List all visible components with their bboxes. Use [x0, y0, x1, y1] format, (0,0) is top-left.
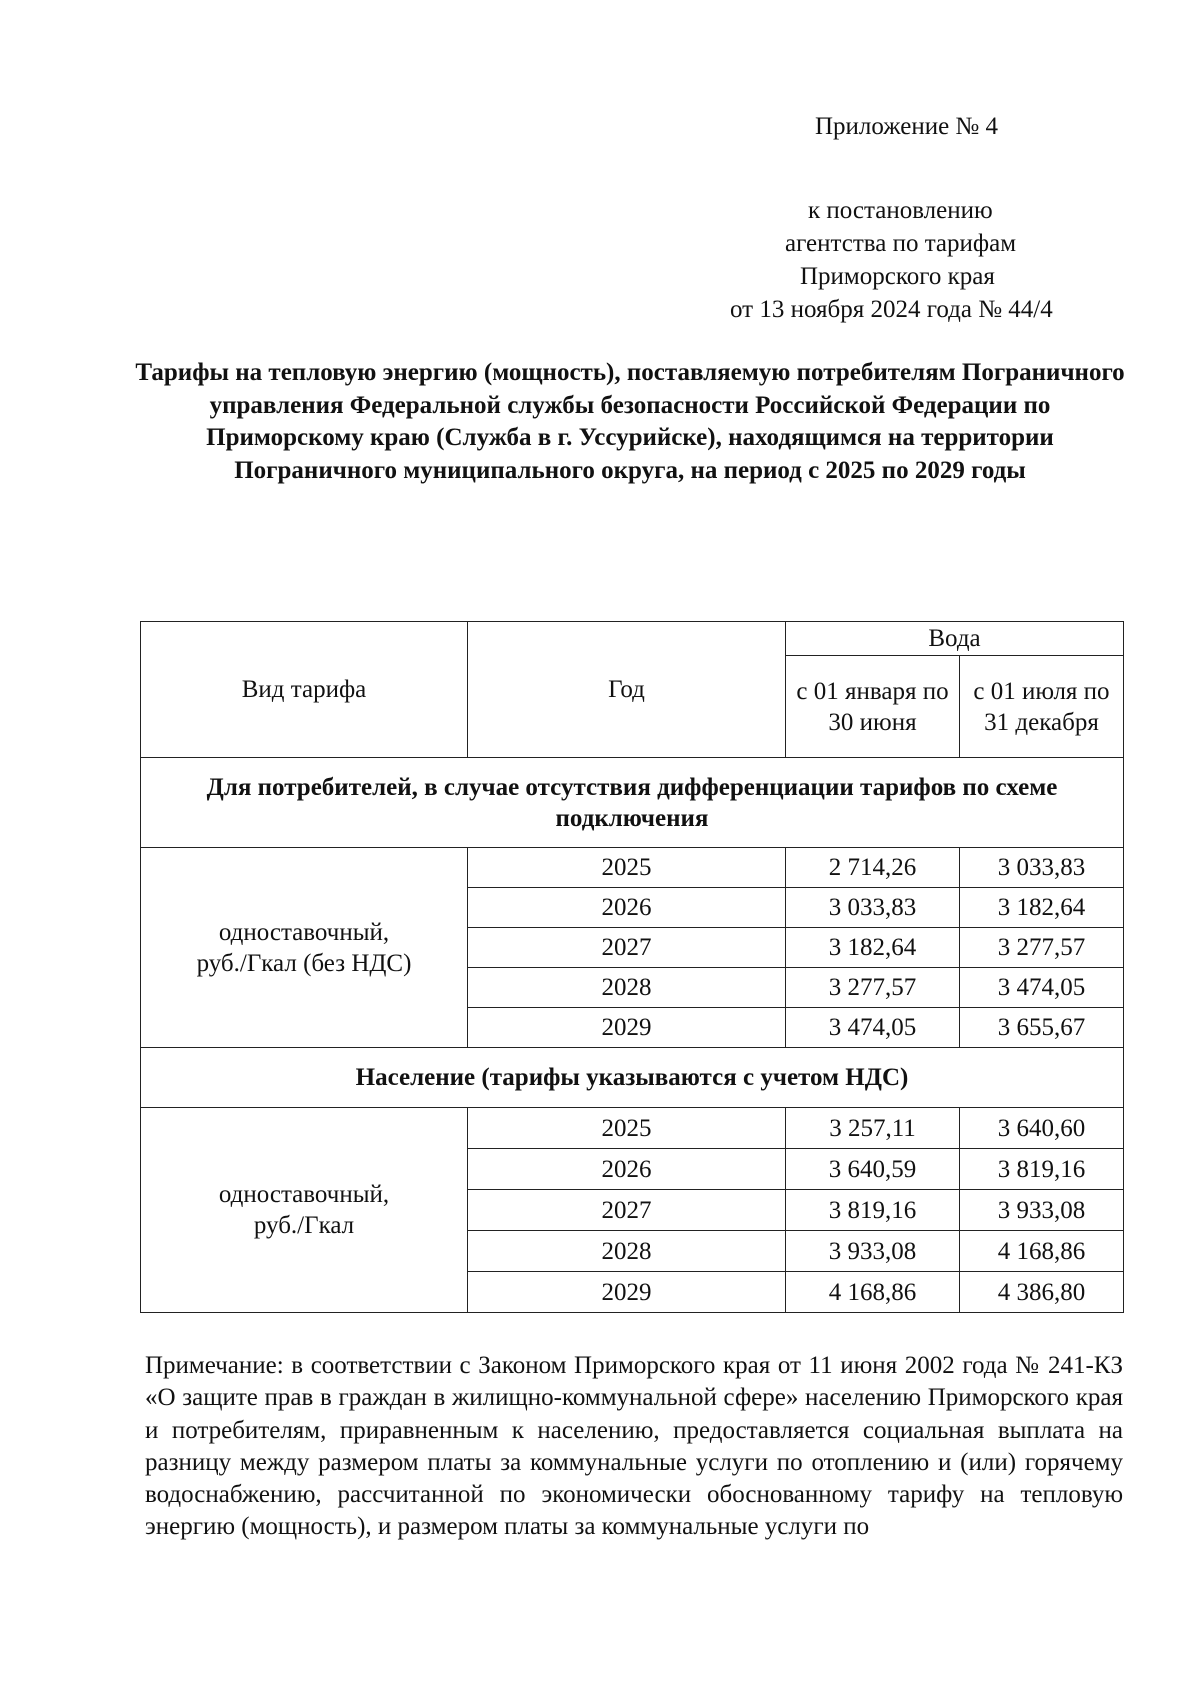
header-period-1: с 01 января по 30 июня	[786, 656, 960, 758]
table-row	[141, 1108, 1124, 1149]
value-h2: 4 168,86	[960, 1231, 1124, 1272]
value-h1: 4 168,86	[786, 1272, 960, 1313]
section-row	[141, 1048, 1124, 1108]
header-water: Вода	[786, 622, 1124, 656]
year-cell: 2026	[468, 1149, 786, 1190]
value-h2: 4 386,80	[960, 1272, 1124, 1313]
decree-line-2: агентства по тарифам	[785, 230, 1017, 257]
document-title-text: Тарифы на тепловую энергию (мощность), поставляемую потребителям Пограничного управления Федеральной службы безопасности Российской Федерации по Приморскому краю (Служба в г. Уссурийске), находящимся на территории Пограничного муниципального округа, на период с 2025 по 2029 годы	[135, 359, 1125, 484]
year-cell: 2027	[468, 928, 786, 968]
header-period-2: с 01 июля по 31 декабря	[960, 656, 1124, 758]
tariff-table	[140, 621, 1124, 1313]
value-h2: 3 182,64	[960, 888, 1124, 928]
year-cell: 2029	[468, 1008, 786, 1048]
value-h1: 3 819,16	[786, 1190, 960, 1231]
tariff-label-consumers: одноставочный, руб./Гкал (без НДС)	[141, 848, 468, 1048]
decree-line-3: Приморского края	[800, 263, 995, 290]
value-h1: 3 474,05	[786, 1008, 960, 1048]
header-row-top	[141, 622, 1124, 656]
year-cell: 2027	[468, 1190, 786, 1231]
year-cell: 2025	[468, 1108, 786, 1149]
header-tariff-type: Вид тарифа	[141, 622, 468, 758]
appendix-number: Приложение № 4	[815, 113, 999, 140]
year-cell: 2026	[468, 888, 786, 928]
table-row	[141, 848, 1124, 888]
value-h2: 3 655,67	[960, 1008, 1124, 1048]
year-cell: 2029	[468, 1272, 786, 1313]
value-h2: 3 640,60	[960, 1108, 1124, 1149]
value-h2: 3 277,57	[960, 928, 1124, 968]
value-h1: 3 933,08	[786, 1231, 960, 1272]
tariff-label-population: одноставочный, руб./Гкал	[141, 1108, 468, 1313]
note-paragraph: Примечание: в соответствии с Законом Приморского края от 11 июня 2002 года № 241-КЗ «О защите прав в граждан в жилищно-коммунальной сфере» населению Приморского края и потребителям, приравненным к населению, предоставляется социальная выплата на разницу между размером платы за коммунальные услуги по отоплению и (или) горячему водоснабжению, рассчитанной по экономически обоснованному тарифу на тепловую энергию (мощность), и размером платы за коммунальные услуги по	[145, 1352, 1123, 1541]
value-h1: 3 033,83	[786, 888, 960, 928]
value-h1: 3 277,57	[786, 968, 960, 1008]
year-cell: 2028	[468, 1231, 786, 1272]
value-h1: 3 182,64	[786, 928, 960, 968]
header-year: Год	[468, 622, 786, 758]
section-title-consumers: Для потребителей, в случае отсутствия дифференциации тарифов по схеме подключения	[141, 758, 1124, 848]
value-h2: 3 033,83	[960, 848, 1124, 888]
section-title-population: Население (тарифы указываются с учетом НДС)	[141, 1048, 1124, 1108]
year-cell: 2028	[468, 968, 786, 1008]
year-cell: 2025	[468, 848, 786, 888]
value-h1: 2 714,26	[786, 848, 960, 888]
value-h1: 3 257,11	[786, 1108, 960, 1149]
document-title	[130, 357, 1130, 487]
value-h1: 3 640,59	[786, 1149, 960, 1190]
decree-line-4: от 13 ноября 2024 года № 44/4	[730, 296, 1053, 323]
value-h2: 3 474,05	[960, 968, 1124, 1008]
value-h2: 3 933,08	[960, 1190, 1124, 1231]
section-row	[141, 758, 1124, 848]
value-h2: 3 819,16	[960, 1149, 1124, 1190]
decree-line-1: к постановлению	[808, 197, 993, 224]
